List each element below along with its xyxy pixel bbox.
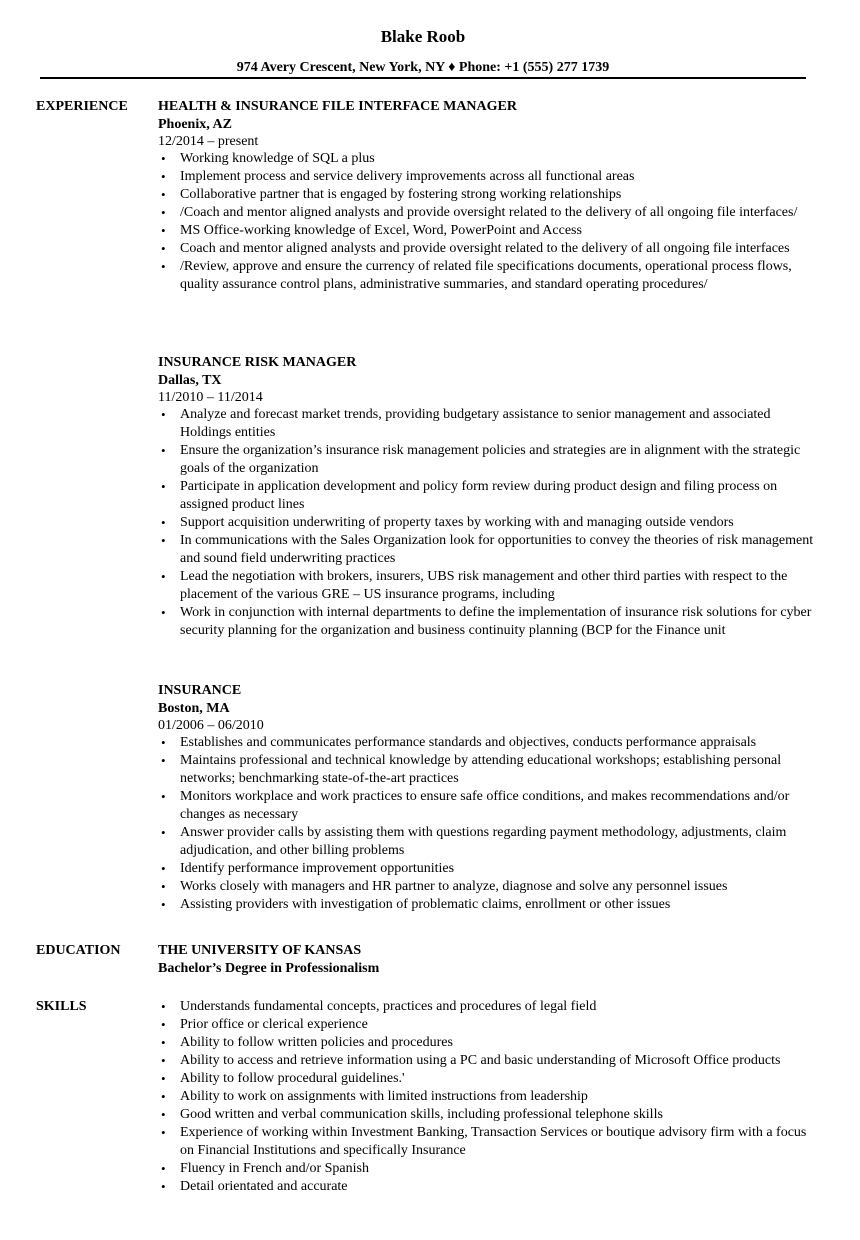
- list-item: • Good written and verbal communication skills, including professional telephone skills: [180, 1106, 818, 1124]
- education-school: THE UNIVERSITY OF KANSAS: [158, 943, 362, 958]
- resume-contact: 974 Avery Crescent, New York, NY ♦ Phone: +1 (555) 277 1739: [236, 60, 610, 75]
- job-bullets: [158, 150, 818, 294]
- education-section-label: EDUCATION: [36, 943, 121, 958]
- list-item: • Monitors workplace and work practices to ensure safe office conditions, and makes recommendations and/or changes as necessary: [180, 788, 818, 824]
- list-item: • Participate in application development and policy form review during product design and filing process on assigned product lines: [180, 478, 818, 514]
- job-dates: 12/2014 – present: [158, 134, 259, 149]
- list-item: • Analyze and forecast market trends, providing budgetary assistance to senior management and associated Holdings entities: [180, 406, 818, 442]
- list-item: • Work in conjunction with internal departments to define the implementation of insurance risk solutions for cyber security planning for the organization and business continuity planning (BCP for the Finance unit: [180, 604, 818, 640]
- job-location: Boston, MA: [158, 701, 230, 716]
- job-bullets: [158, 406, 818, 640]
- list-item: • Experience of working within Investment Banking, Transaction Services or boutique advisory firm with a focus on Financial Institutions and specifically Insurance: [180, 1124, 818, 1160]
- skills-section-label: SKILLS: [36, 999, 87, 1014]
- skills-list: [158, 998, 818, 1196]
- list-item: • Coach and mentor aligned analysts and provide oversight related to the delivery of all ongoing file interfaces: [180, 240, 818, 258]
- job-title: INSURANCE RISK MANAGER: [158, 355, 357, 370]
- job-title: HEALTH & INSURANCE FILE INTERFACE MANAGER: [158, 99, 517, 114]
- list-item: • Assisting providers with investigation of problematic claims, enrollment or other issues: [180, 896, 818, 914]
- list-item: • Working knowledge of SQL a plus: [180, 150, 818, 168]
- list-item: • /Review, approve and ensure the currency of related file specifications documents, operational process flows, quality assurance control plans, administrative summaries, and standard operating procedures/: [180, 258, 818, 294]
- job-2: [158, 354, 818, 640]
- job-title: INSURANCE: [158, 683, 242, 698]
- education-degree: Bachelor’s Degree in Professionalism: [158, 961, 380, 976]
- list-item: • Understands fundamental concepts, practices and procedures of legal field: [180, 998, 818, 1016]
- list-item: • In communications with the Sales Organization look for opportunities to convey the theories of risk management and sound field underwriting practices: [180, 532, 818, 568]
- job-3: [158, 682, 818, 914]
- list-item: • Fluency in French and/or Spanish: [180, 1160, 818, 1178]
- list-item: • Ability to follow procedural guidelines.': [180, 1070, 818, 1088]
- list-item: • /Coach and mentor aligned analysts and provide oversight related to the delivery of all ongoing file interfaces/: [180, 204, 818, 222]
- list-item: • Ensure the organization’s insurance risk management policies and strategies are in alignment with the strategic goals of the organization: [180, 442, 818, 478]
- list-item: • Lead the negotiation with brokers, insurers, UBS risk management and other third parties with respect to the placement of the various GRE – US insurance programs, including: [180, 568, 818, 604]
- job-dates: 01/2006 – 06/2010: [158, 718, 264, 733]
- list-item: • Ability to access and retrieve information using a PC and basic understanding of Microsoft Office products: [180, 1052, 818, 1070]
- list-item: • Identify performance improvement opportunities: [180, 860, 818, 878]
- list-item: • Prior office or clerical experience: [180, 1016, 818, 1034]
- list-item: • Support acquisition underwriting of property taxes by working with and managing outside vendors: [180, 514, 818, 532]
- list-item: • Answer provider calls by assisting them with questions regarding payment methodology, adjustments, claim adjudication, and other billing problems: [180, 824, 818, 860]
- job-bullets: [158, 734, 818, 914]
- list-item: • Detail orientated and accurate: [180, 1178, 818, 1196]
- list-item: • Works closely with managers and HR partner to analyze, diagnose and solve any personnel issues: [180, 878, 818, 896]
- list-item: • Establishes and communicates performance standards and objectives, conducts performance appraisals: [180, 734, 818, 752]
- list-item: • Collaborative partner that is engaged by fostering strong working relationships: [180, 186, 818, 204]
- job-location: Phoenix, AZ: [158, 117, 232, 132]
- resume-name: Blake Roob: [380, 27, 466, 46]
- job-1: [158, 98, 818, 294]
- list-item: • Implement process and service delivery improvements across all functional areas: [180, 168, 818, 186]
- list-item: • Maintains professional and technical knowledge by attending educational workshops; establishing personal networks; benchmarking state-of-the-art practices: [180, 752, 818, 788]
- header-rule: [40, 77, 806, 79]
- list-item: • Ability to follow written policies and procedures: [180, 1034, 818, 1052]
- job-location: Dallas, TX: [158, 373, 222, 388]
- list-item: • MS Office-working knowledge of Excel, Word, PowerPoint and Access: [180, 222, 818, 240]
- skills-block: [158, 998, 818, 1196]
- list-item: • Ability to work on assignments with limited instructions from leadership: [180, 1088, 818, 1106]
- experience-section-label: EXPERIENCE: [36, 99, 128, 114]
- education-block: [158, 942, 818, 978]
- job-dates: 11/2010 – 11/2014: [158, 390, 263, 405]
